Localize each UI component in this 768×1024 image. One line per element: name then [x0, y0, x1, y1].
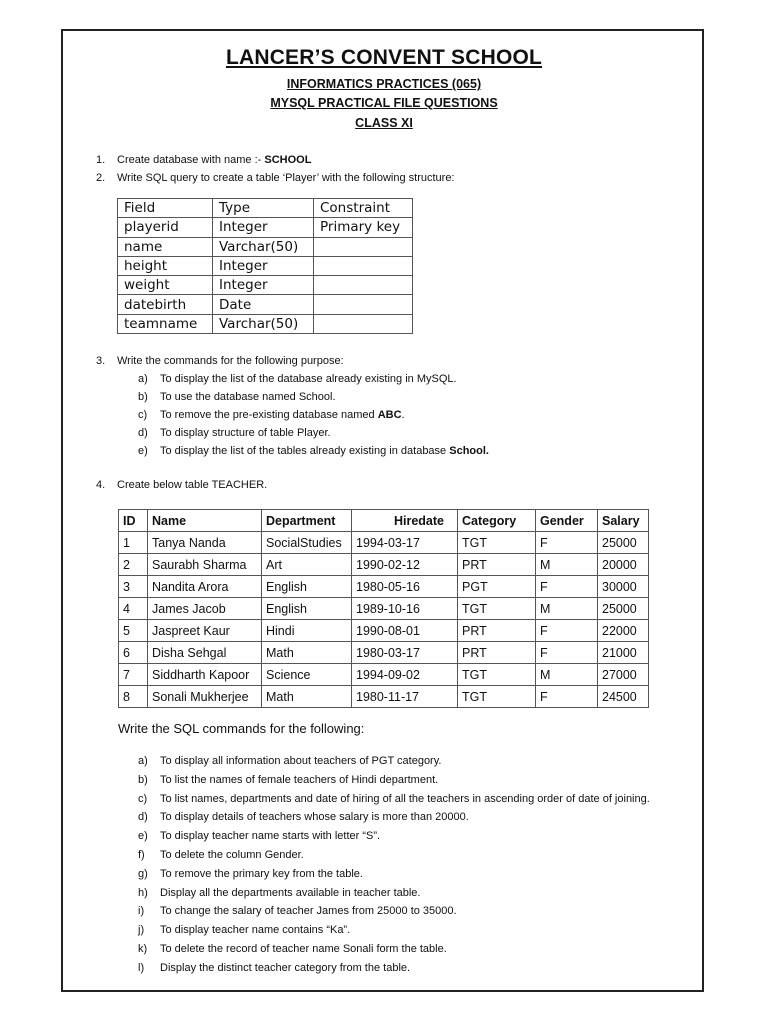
- table-cell: F: [536, 642, 598, 664]
- table-cell: 20000: [598, 554, 649, 576]
- table-row: [119, 576, 649, 598]
- table-cell: weight: [118, 276, 213, 295]
- table-cell: Math: [262, 642, 352, 664]
- file-title: MYSQL PRACTICAL FILE QUESTIONS: [270, 96, 498, 110]
- question-text: Create below table TEACHER.: [117, 479, 268, 491]
- sql-heading: Write the SQL commands for the following:: [118, 721, 365, 736]
- table-cell: Siddharth Kapoor: [148, 664, 262, 686]
- table-cell: 1989-10-16: [352, 598, 458, 620]
- item-letter: k): [138, 943, 148, 955]
- column-header: Category: [458, 510, 536, 532]
- table-cell: F: [536, 532, 598, 554]
- item-letter: d): [138, 427, 148, 439]
- column-header: Name: [148, 510, 262, 532]
- item-letter: a): [138, 373, 148, 385]
- item-text: To remove the primary key from the table.: [160, 867, 363, 880]
- table-cell: datebirth: [118, 295, 213, 314]
- column-header: Hiredate: [352, 510, 458, 532]
- item-letter: c): [138, 409, 148, 421]
- table-cell: Constraint: [314, 199, 413, 218]
- table-cell: name: [118, 237, 213, 256]
- table-row: [119, 686, 649, 708]
- question-text: Write SQL query to create a table ‘Player’ with the following structure:: [117, 172, 455, 184]
- item-letter: c): [138, 792, 148, 805]
- item-text: To list names, departments and date of hiring of all the teachers in ascending order of date of joining.: [160, 792, 650, 805]
- table-row: [119, 642, 649, 664]
- item-letter: e): [138, 830, 148, 843]
- table-cell: Sonali Mukherjee: [148, 686, 262, 708]
- table-cell: 5: [119, 620, 148, 642]
- table-row: [119, 664, 649, 686]
- table-cell: Integer: [213, 276, 314, 295]
- table-row: [118, 276, 413, 295]
- item-letter: d): [138, 811, 148, 824]
- item-text: To display teacher name starts with letter “S”.: [160, 830, 381, 843]
- table-cell: SocialStudies: [262, 532, 352, 554]
- column-header: Department: [262, 510, 352, 532]
- table-row: [119, 620, 649, 642]
- table-cell: Science: [262, 664, 352, 686]
- item-letter: a): [138, 755, 148, 767]
- table-cell: English: [262, 576, 352, 598]
- question-number: 3.: [96, 355, 106, 367]
- item-text: To display the list of the database already existing in MySQL.: [160, 373, 457, 385]
- table-row: [119, 554, 649, 576]
- table-cell: M: [536, 598, 598, 620]
- table-cell: Varchar(50): [213, 314, 314, 333]
- table-cell: 6: [119, 642, 148, 664]
- table-cell: TGT: [458, 532, 536, 554]
- class-title: CLASS XI: [355, 116, 413, 130]
- question-text: Write the commands for the following purpose:: [117, 355, 344, 367]
- column-header: Gender: [536, 510, 598, 532]
- item-letter: b): [138, 391, 148, 403]
- table-cell: 24500: [598, 686, 649, 708]
- table-cell: 1980-03-17: [352, 642, 458, 664]
- table-cell: [314, 276, 413, 295]
- item-text: To remove the pre-existing database named ABC.: [160, 409, 405, 421]
- table-cell: 1980-11-17: [352, 686, 458, 708]
- table-cell: PGT: [458, 576, 536, 598]
- item-letter: g): [138, 867, 148, 880]
- item-text: To display teacher name contains “Ka”.: [160, 924, 351, 937]
- table-cell: 1980-05-16: [352, 576, 458, 598]
- table-row: [119, 598, 649, 620]
- table-cell: Hindi: [262, 620, 352, 642]
- table-cell: Math: [262, 686, 352, 708]
- item-letter: h): [138, 886, 148, 899]
- table-cell: Date: [213, 295, 314, 314]
- table-cell: 25000: [598, 598, 649, 620]
- item-letter: e): [138, 445, 148, 457]
- table-cell: [314, 314, 413, 333]
- question-number: 2.: [96, 172, 106, 184]
- player-structure-table: [117, 198, 413, 334]
- item-text: To list the names of female teachers of Hindi department.: [160, 773, 439, 786]
- school-title: LANCER’S CONVENT SCHOOL: [225, 46, 543, 69]
- table-cell: PRT: [458, 642, 536, 664]
- item-text: To use the database named School.: [160, 391, 336, 403]
- table-cell: Primary key: [314, 218, 413, 237]
- column-header: Salary: [598, 510, 649, 532]
- table-cell: height: [118, 256, 213, 275]
- table-cell: teamname: [118, 314, 213, 333]
- table-cell: playerid: [118, 218, 213, 237]
- table-cell: F: [536, 620, 598, 642]
- table-cell: 2: [119, 554, 148, 576]
- table-row: [118, 218, 413, 237]
- table-cell: 8: [119, 686, 148, 708]
- table-row: [118, 314, 413, 333]
- table-cell: PRT: [458, 620, 536, 642]
- table-cell: F: [536, 576, 598, 598]
- table-cell: Tanya Nanda: [148, 532, 262, 554]
- item-letter: f): [138, 849, 145, 861]
- table-cell: 22000: [598, 620, 649, 642]
- table-cell: 21000: [598, 642, 649, 664]
- table-row: [118, 295, 413, 314]
- table-cell: F: [536, 686, 598, 708]
- table-cell: Saurabh Sharma: [148, 554, 262, 576]
- question-number: 1.: [96, 154, 106, 166]
- item-letter: i): [138, 905, 145, 918]
- item-text: To display the list of the tables already existing in database School.: [160, 445, 489, 457]
- table-cell: Disha Sehgal: [148, 642, 262, 664]
- table-cell: 27000: [598, 664, 649, 686]
- table-cell: 25000: [598, 532, 649, 554]
- table-cell: 4: [119, 598, 148, 620]
- table-cell: 3: [119, 576, 148, 598]
- table-cell: Type: [213, 199, 314, 218]
- table-cell: James Jacob: [148, 598, 262, 620]
- subject-title: INFORMATICS PRACTICES (065): [286, 77, 482, 91]
- table-cell: TGT: [458, 598, 536, 620]
- table-cell: 1994-09-02: [352, 664, 458, 686]
- table-cell: Jaspreet Kaur: [148, 620, 262, 642]
- question-text: Create database with name :- SCHOOL: [117, 154, 312, 166]
- table-cell: 1990-08-01: [352, 620, 458, 642]
- item-text: To display structure of table Player.: [160, 427, 331, 439]
- item-letter: l): [138, 961, 145, 974]
- item-letter: b): [138, 773, 148, 786]
- column-header: ID: [119, 510, 148, 532]
- table-cell: PRT: [458, 554, 536, 576]
- item-text: To delete the record of teacher name Sonali form the table.: [160, 943, 447, 955]
- item-letter: j): [138, 924, 145, 937]
- item-text: Display the distinct teacher category from the table.: [160, 961, 411, 974]
- table-cell: TGT: [458, 686, 536, 708]
- table-cell: [314, 237, 413, 256]
- table-cell: M: [536, 664, 598, 686]
- table-cell: 7: [119, 664, 148, 686]
- table-cell: Integer: [213, 218, 314, 237]
- question-number: 4.: [96, 479, 106, 491]
- table-cell: English: [262, 598, 352, 620]
- table-cell: TGT: [458, 664, 536, 686]
- item-text: To change the salary of teacher James from 25000 to 35000.: [160, 905, 457, 918]
- table-cell: [314, 256, 413, 275]
- table-cell: Varchar(50): [213, 237, 314, 256]
- table-row: [118, 237, 413, 256]
- table-cell: [314, 295, 413, 314]
- item-text: To delete the column Gender.: [160, 849, 304, 861]
- table-cell: Nandita Arora: [148, 576, 262, 598]
- table-header-row: [118, 199, 413, 218]
- item-text: To display all information about teachers of PGT category.: [160, 755, 442, 767]
- item-text: To display details of teachers whose salary is more than 20000.: [160, 811, 469, 824]
- table-header-row: [119, 510, 649, 532]
- table-cell: M: [536, 554, 598, 576]
- table-cell: 1: [119, 532, 148, 554]
- table-cell: 1994-03-17: [352, 532, 458, 554]
- table-row: [119, 532, 649, 554]
- item-text: Display all the departments available in teacher table.: [160, 886, 421, 899]
- table-cell: 1990-02-12: [352, 554, 458, 576]
- teacher-table: [118, 509, 649, 708]
- table-cell: 30000: [598, 576, 649, 598]
- table-row: [118, 256, 413, 275]
- table-cell: Field: [118, 199, 213, 218]
- table-cell: Integer: [213, 256, 314, 275]
- table-cell: Art: [262, 554, 352, 576]
